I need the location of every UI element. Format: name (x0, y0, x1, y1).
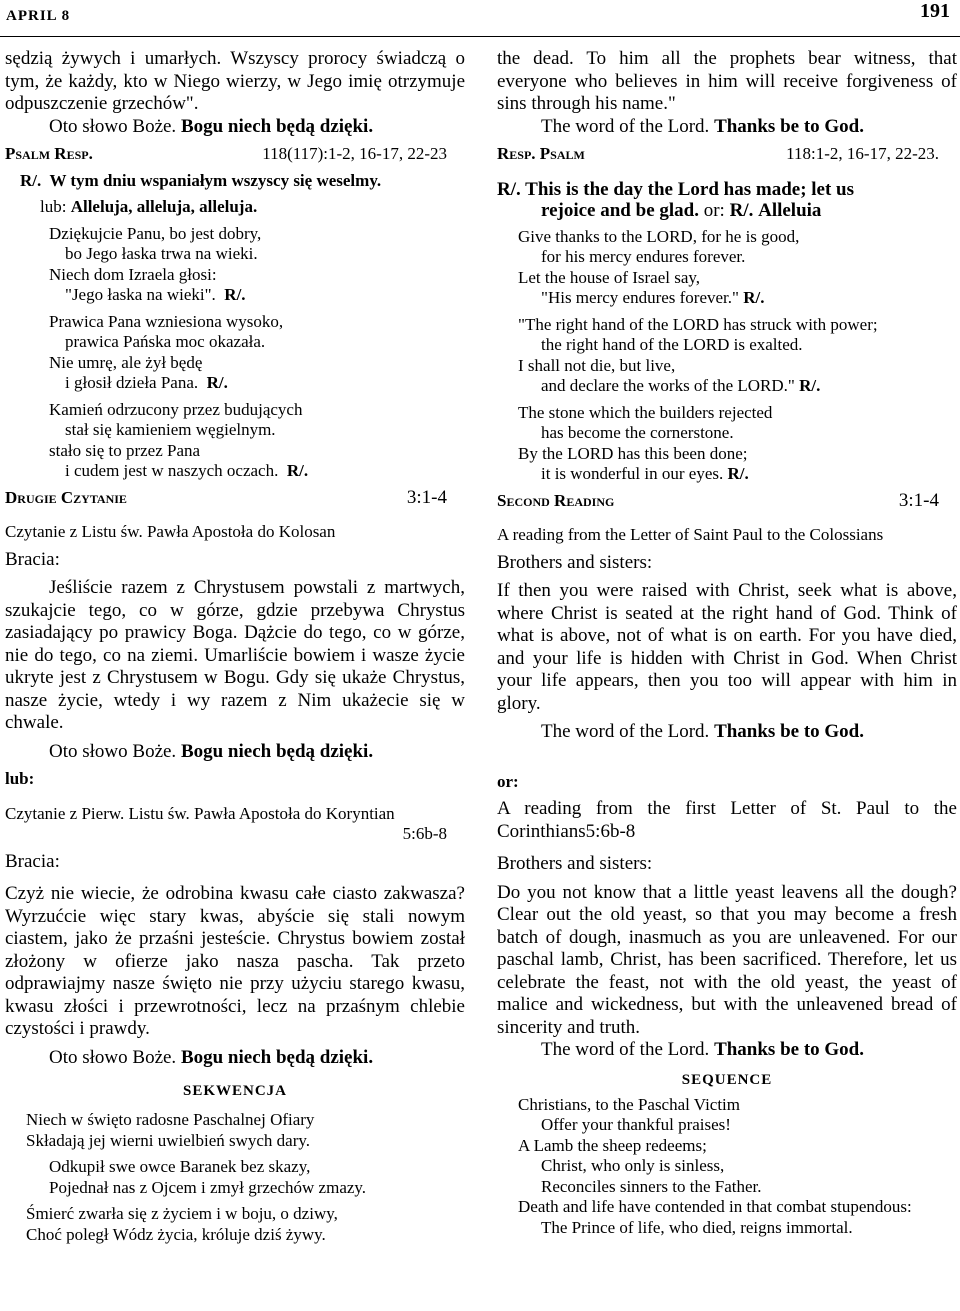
psalm-heading (5, 144, 465, 165)
sequence-line: Choć poległ Wódz życia, króluje dziś żywy. (26, 1224, 326, 1244)
stanza-line: bo Jego łaska trwa na wieki. (65, 244, 258, 263)
intro-text: sędzią żywych i umarłych. Wszyscy prorocy świadczą o tym, że każdy, kto w Niego wierzy, w Jego imię otrzymuje odpuszczenie grzechów". (5, 48, 465, 114)
word-acclamation (5, 1047, 465, 1070)
stanza-line: By the LORD has this been done; (518, 443, 748, 463)
sequence-line: Christians, to the Paschal Victim (518, 1094, 741, 1114)
stanza-line (497, 464, 957, 485)
stanza-line: The stone which the builders rejected (518, 402, 773, 422)
psalm-stanza (497, 403, 957, 485)
intro-text: the dead. To him all the prophets bear witness, that everyone who believes in him will receive forgiveness of sins through his name." (497, 48, 957, 114)
r-mark: R/. (206, 373, 228, 392)
word-acclamation (5, 116, 465, 139)
sequence-line: Reconciles sinners to the Father. (541, 1176, 762, 1196)
stanza-line (497, 288, 957, 309)
alt-reading-intro: Czytanie z Pierw. Listu św. Pawła Apostoła do Koryntian (5, 803, 395, 823)
psalm-refrain (5, 171, 465, 192)
psalm-refrain-cont (497, 200, 957, 221)
stanza-line (5, 373, 465, 394)
sequence-title: SEQUENCE (681, 1071, 773, 1088)
word-acclamation (497, 1039, 957, 1062)
stanza-line-text: "His mercy endures forever." (541, 288, 739, 307)
reading-ref: 3:1-4 (898, 489, 939, 511)
psalm-stanza (497, 315, 957, 397)
psalm-refrain (497, 179, 957, 200)
greeting: Bracia: (5, 548, 60, 570)
greeting: Bracia: (5, 850, 60, 872)
psalm-title: Psalm Resp. (5, 144, 93, 163)
r-mark: R/. (743, 288, 765, 307)
word-text: Oto słowo Boże. (49, 740, 177, 762)
sequence-line: The Prince of life, who died, reigns immortal. (541, 1217, 853, 1237)
stanza-line (5, 461, 465, 482)
sequence-line: Offer your thankful praises! (541, 1115, 731, 1134)
refrain-label: R/. (497, 178, 521, 200)
stanza-line: stał się kamieniem węgielnym. (65, 420, 276, 439)
or-label: or: (497, 771, 519, 791)
reading-ref: 3:1-4 (406, 486, 447, 508)
page-number: 191 (920, 0, 950, 22)
word-text: The word of the Lord. (541, 721, 710, 742)
or-label: lub: (5, 769, 35, 788)
r-mark: R/. (799, 376, 821, 395)
psalm-stanza (5, 400, 465, 482)
word-response: Bogu niech będą dzięki. (180, 1046, 374, 1068)
word-acclamation (497, 116, 957, 139)
sequence-title: SEKWENCJA (182, 1083, 288, 1099)
stanza-line-text: i cudem jest w naszych oczach. (65, 461, 279, 480)
word-text: The word of the Lord. (541, 1039, 710, 1060)
refrain-text: rejoice and be glad. (541, 199, 699, 221)
reading-heading (5, 488, 465, 509)
stanza-line (497, 376, 957, 397)
stanza-line: for his mercy endures forever. (541, 247, 746, 266)
refrain-text: W tym dniu wspaniałym wszyscy się weselmy. (49, 170, 382, 190)
sequence-stanza (5, 1204, 465, 1245)
refrain-alt-text: Alleluia (758, 199, 822, 221)
stanza-line (5, 285, 465, 306)
word-acclamation (5, 741, 465, 764)
sequence-stanza (5, 1110, 465, 1151)
word-text: Oto słowo Boże. (49, 1046, 177, 1068)
english-column (497, 48, 957, 1238)
psalm-title: Resp. Psalm (497, 144, 585, 163)
stanza-line: Let the house of Israel say, (518, 267, 701, 287)
refrain-text: This is the day the Lord has made; let us (525, 178, 855, 200)
sequence-line: Niech w święto radosne Paschalnej Ofiary (26, 1110, 315, 1129)
reading-title: Second Reading (497, 490, 615, 510)
refrain-alt-label: lub: (40, 197, 67, 216)
sequence-stanza (497, 1197, 957, 1238)
alt-reading-text: Czyż nie wiecie, że odrobina kwasu całe ciasto zakwasza? Wyrzućcie więc stary kwas, abyście się stali nowym ciastem, jako że przaśni jesteście. Chrystus bowiem został złożony w ofierze jako nasza pascha. Tak przeto odprawiajmy nasze święto nie przy użyciu starego kwasu, kwasu złości i przewrotności, lecz na przaśnym chlebie czystości i prawdy. (5, 883, 465, 1039)
stanza-line: stało się to przez Pana (49, 440, 201, 460)
word-response: Thanks be to God. (714, 721, 865, 742)
page-header (0, 0, 960, 37)
word-response: Bogu niech będą dzięki. (180, 740, 374, 762)
psalm-stanza (5, 312, 465, 394)
reading-text: If then you were raised with Christ, seek what is above, where Christ is seated at the right hand of God. Think of what is above, not of what is on earth. For you have died, and your life is hidden with Christ in God. When Christ your life appears, then you too will appear with him in glory. (497, 580, 957, 714)
r-mark: R/. (727, 464, 749, 483)
refrain-or: or: (703, 199, 725, 221)
greeting: Brothers and sisters: (497, 551, 653, 573)
sequence-line: Death and life have contended in that combat stupendous: (518, 1197, 912, 1216)
stanza-line: Dziękujcie Panu, bo jest dobry, (49, 223, 262, 243)
psalm-stanza (497, 227, 957, 309)
word-response: Thanks be to God. (714, 115, 865, 137)
stanza-line-text: it is wonderful in our eyes. (541, 464, 724, 483)
refrain-label: R/. (729, 199, 754, 221)
greeting: Brothers and sisters: (497, 853, 653, 874)
word-response: Bogu niech będą dzięki. (180, 115, 374, 137)
alt-reading-text: Do you not know that a little yeast leavens all the dough? Clear out the old yeast, so that you may become a fresh batch of dough, inasmuch as you are unleavened. For our paschal lamb, Christ, has been sacrificed. Therefore, let us celebrate the feast, not with the old yeast, the yeast of malice and wickedness, but with the unleavened bread of sincerity and truth. (497, 881, 957, 1038)
stanza-line-text: "Jego łaska na wieki". (65, 285, 216, 304)
psalm-ref: 118:1-2, 16-17, 22-23. (786, 144, 939, 163)
sequence-stanza (5, 1157, 465, 1198)
polish-column (5, 48, 465, 1245)
sequence-stanza (497, 1136, 957, 1198)
stanza-line: prawica Pańska moc okazała. (65, 332, 266, 351)
stanza-line-text: i głosił dzieła Pana. (65, 373, 199, 392)
psalm-ref: 118(117):1-2, 16-17, 22-23 (262, 144, 447, 163)
r-mark: R/. (286, 461, 309, 480)
sequence-line: Składają jej wierni uwielbień swych dary. (26, 1130, 311, 1150)
sequence-line: A Lamb the sheep redeems; (518, 1135, 707, 1155)
psalm-stanza (5, 224, 465, 306)
sequence-stanza (497, 1095, 957, 1136)
stanza-line: Prawica Pana wzniesiona wysoko, (49, 311, 284, 331)
stanza-line: Give thanks to the LORD, for he is good, (518, 226, 800, 246)
alt-reading-ref: 5:6b-8 (402, 824, 447, 843)
refrain-alt (5, 197, 465, 218)
refrain-alt-text: Alleluja, alleluja, alleluja. (70, 197, 258, 216)
stanza-line: has become the cornerstone. (541, 423, 734, 442)
reading-text: Jeśliście razem z Chrystusem powstali z martwych, szukajcie tego, co w górze, gdzie przebywa Chrystus zasiadający po prawicy Boga. Dążcie do tego, co w górze, nie do tego, co na ziemi. Umarliście bowiem i wasze życie ukryte jest z Chrystusem w Bogu. Gdy się ukaże Chrystus, nasze życie, wtedy i wy razem z Nim ukażecie się w chwale. (5, 577, 465, 733)
word-response: Thanks be to God. (714, 1039, 865, 1060)
refrain-label: R/. (20, 170, 42, 190)
reading-title: Drugie Czytanie (5, 487, 127, 507)
sequence-line: Śmierć zwarła się z życiem i w boju, o dziwy, (26, 1204, 338, 1223)
r-mark: R/. (224, 285, 246, 304)
reading-heading (497, 491, 957, 512)
sequence-line: Christ, who only is sinless, (541, 1156, 725, 1175)
word-text: Oto słowo Boże. (49, 115, 177, 137)
stanza-line: Kamień odrzucony przez budujących (49, 399, 303, 419)
psalm-heading (497, 144, 957, 165)
alt-reading-intro: A reading from the first Letter of St. Paul to the Corinthians5:6b-8 (497, 798, 957, 842)
reading-intro: A reading from the Letter of Saint Paul to the Colossians (497, 525, 884, 544)
word-acclamation (497, 721, 957, 744)
stanza-line: "The right hand of the LORD has struck with power; (518, 314, 878, 334)
stanza-line-text: and declare the works of the LORD." (541, 376, 795, 395)
reading-intro: Czytanie z Listu św. Pawła Apostoła do Kolosan (5, 522, 336, 541)
header-date: APRIL 8 (6, 8, 71, 24)
sequence-line: Pojednał nas z Ojcem i zmył grzechów zmazy. (49, 1177, 367, 1197)
stanza-line: Niech dom Izraela głosi: (49, 264, 217, 284)
word-text: The word of the Lord. (541, 115, 710, 137)
stanza-line: I shall not die, but live, (518, 355, 676, 375)
stanza-line: the right hand of the LORD is exalted. (541, 335, 803, 354)
stanza-line: Nie umrę, ale żył będę (49, 352, 203, 372)
sequence-line: Odkupił swe owce Baranek bez skazy, (49, 1157, 311, 1176)
